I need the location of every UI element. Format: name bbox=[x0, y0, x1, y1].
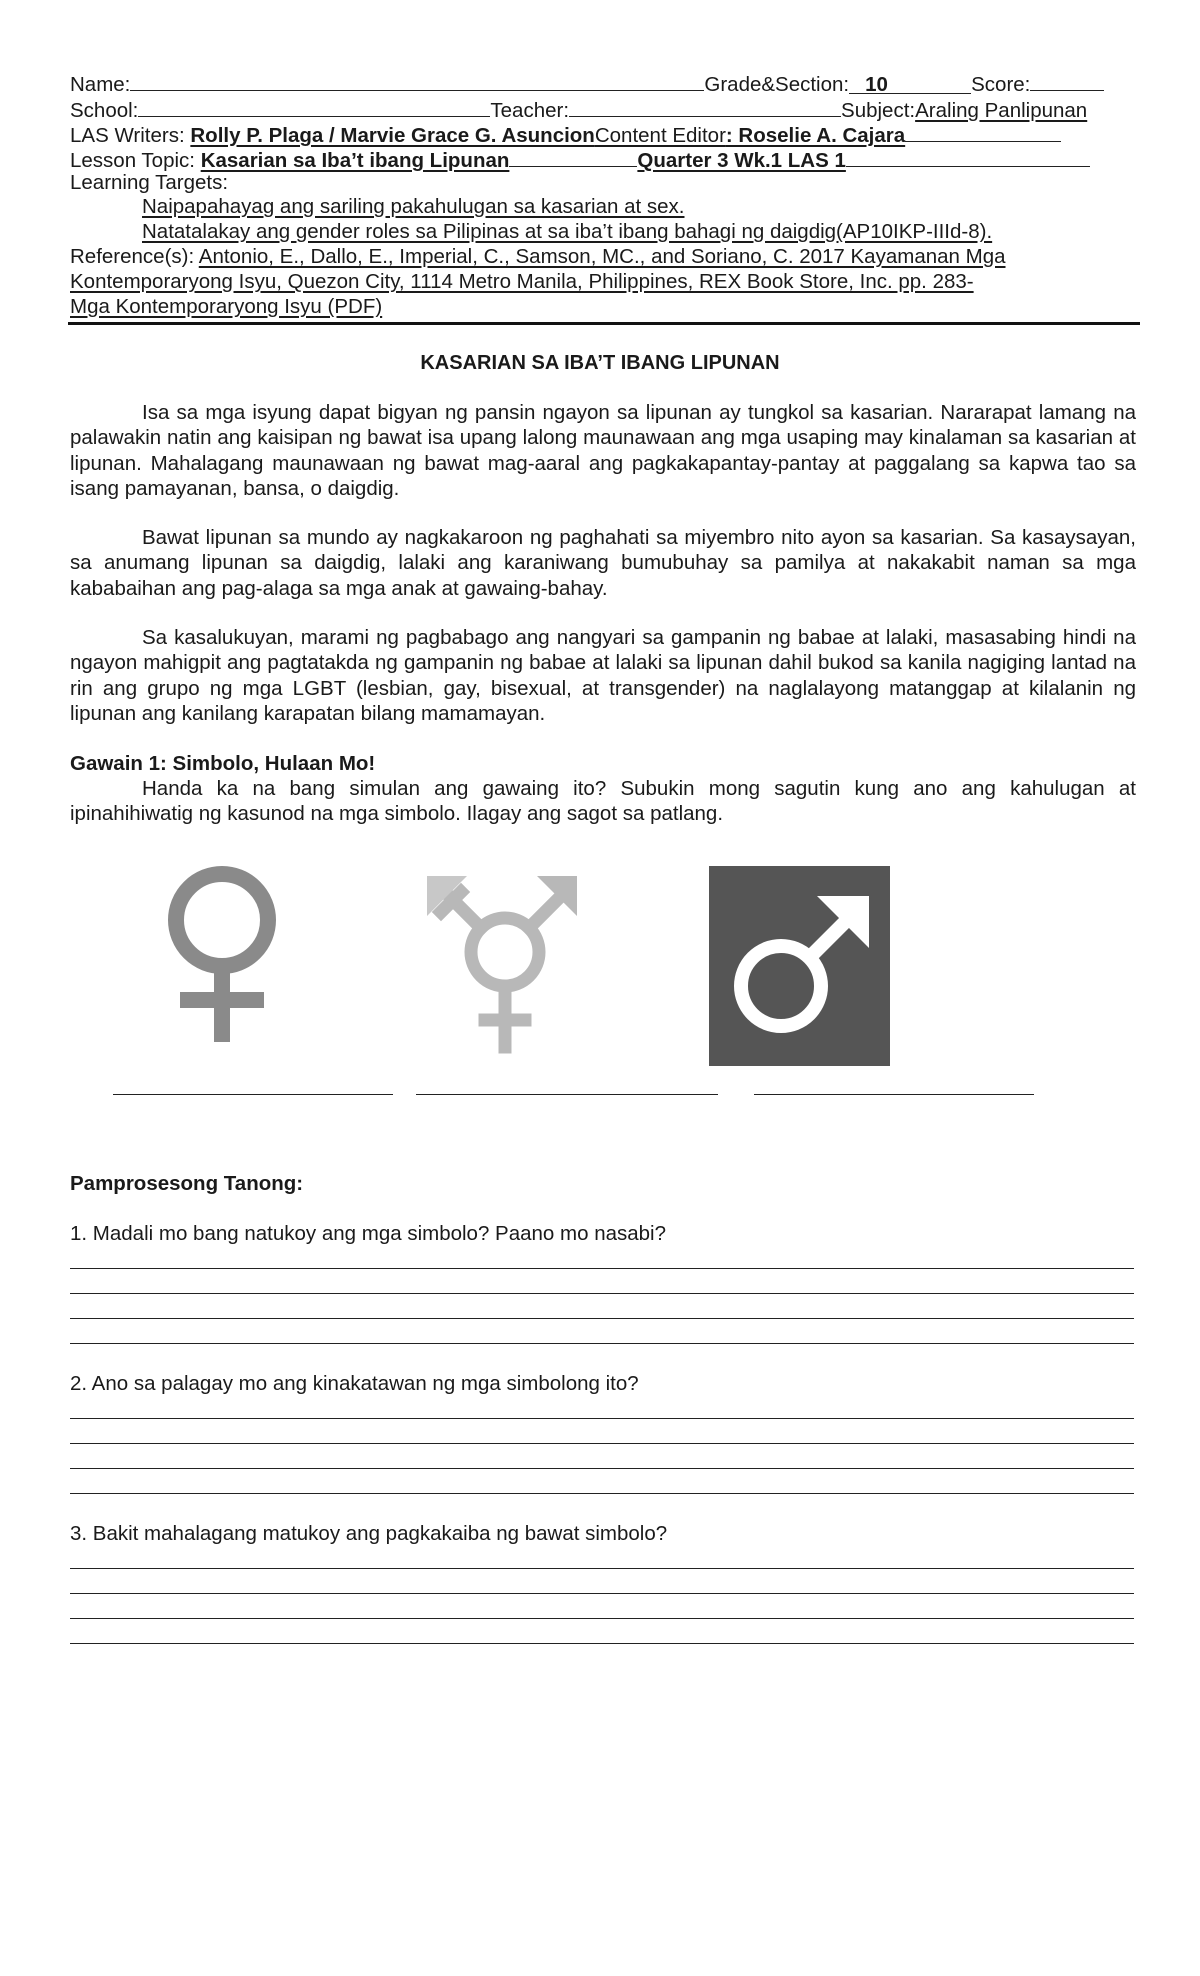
questions-title: Pamprosesong Tanong: bbox=[70, 1172, 304, 1195]
activity-instructions bbox=[70, 776, 1136, 827]
answer-blank-3[interactable] bbox=[754, 1094, 1034, 1095]
answer-blank-2[interactable] bbox=[416, 1094, 718, 1095]
grade-field[interactable] bbox=[849, 73, 971, 94]
page-title: KASARIAN SA IBA’T IBANG LIPUNAN bbox=[420, 352, 780, 374]
reference-line-1: Antonio, E., Dallo, E., Imperial, C., Samson, MC., and Soriano, C. 2017 Kayamanan Mga bbox=[198, 245, 1006, 268]
learning-target-1: Naipapahayag ang sariling pakahulugan sa kasarian at sex. bbox=[142, 195, 685, 218]
name-label: Name: bbox=[70, 73, 131, 96]
school-field[interactable] bbox=[138, 96, 490, 117]
header-row-writers bbox=[70, 121, 1136, 148]
name-field[interactable] bbox=[130, 70, 704, 91]
question-3: 3. Bakit mahalagang matukoy ang pagkakaiba ng bawat simbolo? bbox=[70, 1522, 668, 1545]
answer-line[interactable] bbox=[70, 1568, 1134, 1569]
answer-line[interactable] bbox=[70, 1493, 1134, 1494]
activity-title: Gawain 1: Simbolo, Hulaan Mo! bbox=[70, 752, 376, 775]
reference-label: Reference(s): bbox=[70, 245, 195, 268]
paragraph-3 bbox=[70, 625, 1136, 726]
transgender-symbol-icon bbox=[405, 852, 605, 1062]
targets-label: Learning Targets: bbox=[70, 171, 229, 194]
answer-line[interactable] bbox=[70, 1593, 1134, 1594]
answer-line[interactable] bbox=[70, 1418, 1134, 1419]
teacher-label: Teacher: bbox=[490, 99, 570, 122]
answer-line[interactable] bbox=[70, 1643, 1134, 1644]
reference-line-3: Mga Kontemporaryong Isyu (PDF) bbox=[70, 295, 383, 318]
editor-line bbox=[905, 121, 1061, 142]
answer-line[interactable] bbox=[70, 1268, 1134, 1269]
paragraph-3-text: Sa kasalukuyan, marami ng pagbabago ang nangyari sa gampanin ng babae at lalaki, masasabing hindi na ngayon mahigpit ang pagtatakda ng gampanin ng babae at lalaki sa lipunan dahil bukod sa kanila nagiging lantad na rin ang grupo ng mga LGBT (lesbian, gay, bisexual, at transgender) na naglalayong matanggap at kilalanin ng lipunan ang kanilang karapatan bilang mamamayan. bbox=[70, 626, 1136, 725]
answer-line[interactable] bbox=[70, 1443, 1134, 1444]
header-row-name bbox=[70, 70, 1136, 97]
writers-value: Rolly P. Plaga / Marvie Grace G. Asuncion bbox=[190, 124, 595, 147]
score-field[interactable] bbox=[1030, 70, 1104, 91]
paragraph-2 bbox=[70, 525, 1136, 601]
editor-label: Content Editor bbox=[594, 124, 726, 147]
answer-line[interactable] bbox=[70, 1343, 1134, 1344]
header-divider bbox=[68, 322, 1140, 325]
writers-label: LAS Writers: bbox=[70, 124, 185, 147]
paragraph-1 bbox=[70, 400, 1136, 501]
female-symbol-icon bbox=[150, 852, 290, 1052]
paragraph-2-text: Bawat lipunan sa mundo ay nagkakaroon ng paghahati sa miyembro nito ayon sa kasarian. Sa kasaysayan, sa anumang lipunan sa daigdig, lalaki ang karaniwang bumubuhay sa pamilya at nakakabit naman sa mga kababaihan ang pag-alaga sa mga anak at gawaing-bahay. bbox=[70, 526, 1136, 600]
editor-value: : Roselie A. Cajara bbox=[725, 124, 906, 147]
answer-line[interactable] bbox=[70, 1618, 1134, 1619]
quarter-line bbox=[846, 146, 1090, 167]
teacher-field[interactable] bbox=[569, 96, 841, 117]
answer-blank-1[interactable] bbox=[113, 1094, 393, 1095]
school-label: School: bbox=[70, 99, 139, 122]
male-symbol-icon bbox=[709, 866, 890, 1066]
answer-line[interactable] bbox=[70, 1468, 1134, 1469]
score-label: Score: bbox=[971, 73, 1031, 96]
quarter-value: Quarter 3 Wk.1 LAS 1 bbox=[637, 149, 846, 172]
reference-row-1 bbox=[70, 245, 1136, 269]
question-2: 2. Ano sa palagay mo ang kinakatawan ng mga simbolong ito? bbox=[70, 1372, 639, 1395]
subject-label: Subject: bbox=[841, 99, 916, 122]
reference-line-2: Kontemporaryong Isyu, Quezon City, 1114 Metro Manila, Philippines, REX Book Store, Inc. pp. 283- bbox=[70, 270, 974, 293]
subject-value: Araling Panlipunan bbox=[915, 99, 1088, 122]
topic-label: Lesson Topic: bbox=[70, 149, 195, 172]
header-row-school bbox=[70, 96, 1136, 123]
male-symbol-tile bbox=[709, 866, 890, 1066]
paragraph-1-text: Isa sa mga isyung dapat bigyan ng pansin ngayon sa lipunan ay tungkol sa kasarian. Nararapat lamang na palawakin natin ang kaisipan ng bawat isa upang lalong maunawaan ang mga usaping may kinalaman sa kasarian at lipunan. Mahalagang maunawaan ng bawat mag-aaral ang pagkakapantay-pantay at paggalang sa kapwa tao sa isang pamayanan, bansa, o daigdig. bbox=[70, 401, 1136, 500]
topic-value: Kasarian sa Iba’t ibang Lipunan bbox=[200, 149, 510, 172]
activity-instructions-text: Handa ka na bang simulan ang gawaing ito? Subukin mong sagutin kung ano ang kahulugan at ipinahihiwatig ng kasunod na mga simbolo. Ilagay ang sagot sa patlang. bbox=[70, 777, 1136, 826]
answer-line[interactable] bbox=[70, 1318, 1134, 1319]
grade-value: 10 bbox=[865, 73, 888, 96]
learning-target-2: Natatalakay ang gender roles sa Pilipinas at sa iba’t ibang bahagi ng daigdig(AP10IKP-IIId-8). bbox=[142, 220, 993, 243]
grade-label: Grade&Section: bbox=[704, 73, 850, 96]
header-row-topic bbox=[70, 146, 1136, 173]
answer-line[interactable] bbox=[70, 1293, 1134, 1294]
topic-gap-line bbox=[509, 146, 637, 167]
question-1: 1. Madali mo bang natukoy ang mga simbolo? Paano mo nasabi? bbox=[70, 1222, 667, 1245]
